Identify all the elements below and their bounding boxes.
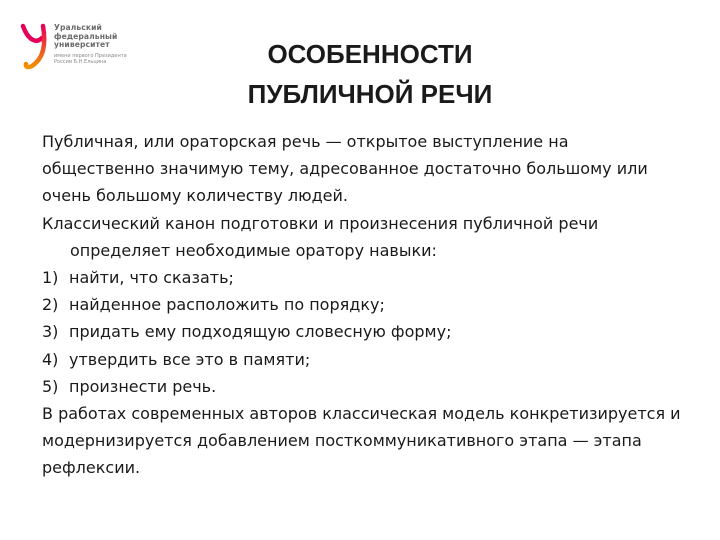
list-item-text: придать ему подходящую словесную форму;: [69, 322, 452, 342]
logo-text: [54, 24, 127, 65]
intro-paragraph: Публичная, или ораторская речь — открытое выступление на общественно значимую тему, адресованное достаточно большому или очень большому количеству людей.: [42, 132, 648, 206]
list-item: [42, 264, 682, 291]
logo-subtitle-line: имени первого Президента: [54, 52, 127, 59]
list-item-text: утвердить все это в памяти;: [69, 349, 311, 369]
list-item-number: 1): [42, 268, 59, 288]
page-title: [170, 34, 570, 114]
list-item: [42, 373, 682, 400]
list-item-text: найти, что сказать;: [69, 268, 234, 288]
list-item-text: произнести речь.: [69, 376, 217, 396]
university-logo: [20, 22, 130, 72]
skills-list: [42, 264, 682, 400]
logo-subtitle-line: России Б.Н.Ельцина: [54, 58, 107, 65]
logo-name-line: Уральский: [54, 23, 102, 32]
list-item: [42, 291, 682, 318]
content-body: [42, 128, 682, 482]
logo-name-line: федеральный: [54, 31, 118, 41]
university-emblem-icon: [20, 22, 52, 70]
canon-paragraph: Классический канон подготовки и произнесения публичной речи определяет необходимые оратору навыки:: [42, 213, 599, 260]
list-item-number: 3): [42, 322, 59, 342]
list-item-number: 2): [42, 295, 59, 315]
list-item-number: 5): [42, 376, 59, 396]
conclusion-paragraph: В работах современных авторов классическая модель конкретизируется и модернизируется добавлением посткоммуникативного этапа — этапа рефлексии.: [42, 404, 681, 478]
logo-name-line: университет: [54, 40, 110, 50]
list-item: [42, 318, 682, 345]
list-item: [42, 346, 682, 373]
title-line: ОСОБЕННОСТИ: [267, 39, 473, 69]
list-item-number: 4): [42, 349, 59, 369]
list-item-text: найденное расположить по порядку;: [69, 295, 385, 315]
title-line: ПУБЛИЧНОЙ РЕЧИ: [247, 79, 493, 109]
